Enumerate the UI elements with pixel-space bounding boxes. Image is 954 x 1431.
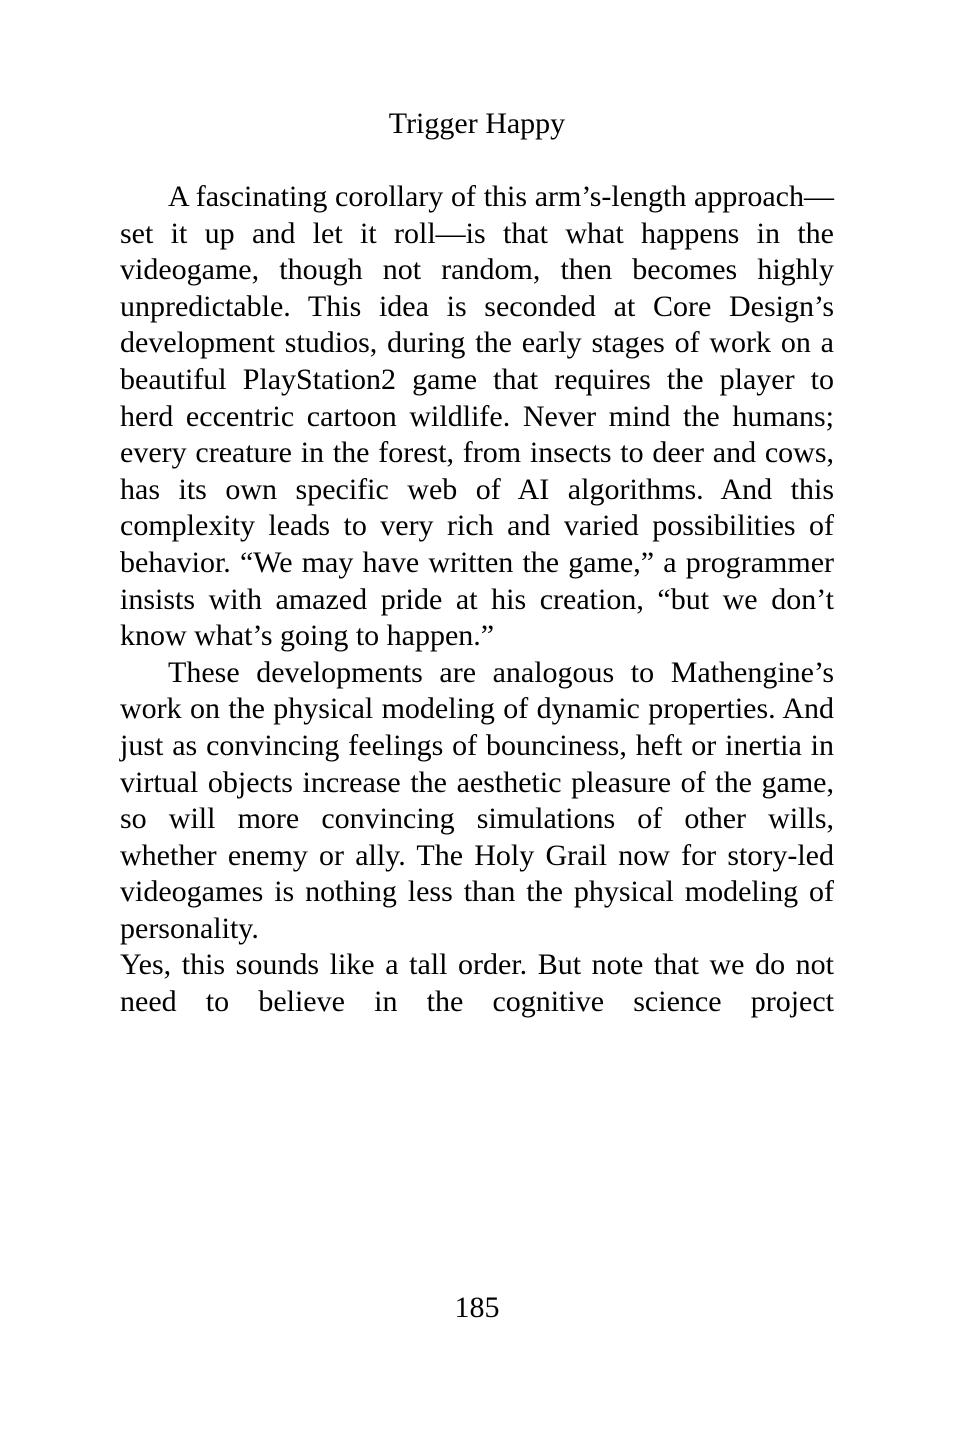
page-number: 185: [454, 1291, 500, 1324]
paragraph-1: A fascinating corollary of this arm’s-length approach—set it up and let it roll—is that what happens in the videogame, though not random, then becomes highly unpredictable. This idea is seconded at Core Design’s development studios, during the early stages of work on a beautiful PlayStation2 game that requires the player to herd eccentric cartoon wildlife. Never mind the humans; every creature in the forest, from insects to deer and cows, has its own specific web of AI algorithms. And this complexity leads to very rich and varied possibilities of behavior. “We may have written the game,” a programmer insists with amazed pride at his creation, “but we don’t know what’s going to happen.”: [120, 180, 834, 653]
paragraph-2: These developments are analogous to Mathengine’s work on the physical modeling of dynamic properties. And just as convincing feelings of bounciness, heft or inertia in virtual objects increase the aesthetic pleasure of the game, so will more convincing simulations of other wills, whether enemy or ally. The Holy Grail now for story-led videogames is nothing less than the physical modeling of personality.: [120, 655, 834, 945]
body-text: [120, 179, 834, 1021]
running-head: Trigger Happy: [388, 107, 566, 140]
paragraph-3: Yes, this sounds like a tall order. But note that we do not need to believe in the cognitive science project: [120, 948, 834, 1019]
